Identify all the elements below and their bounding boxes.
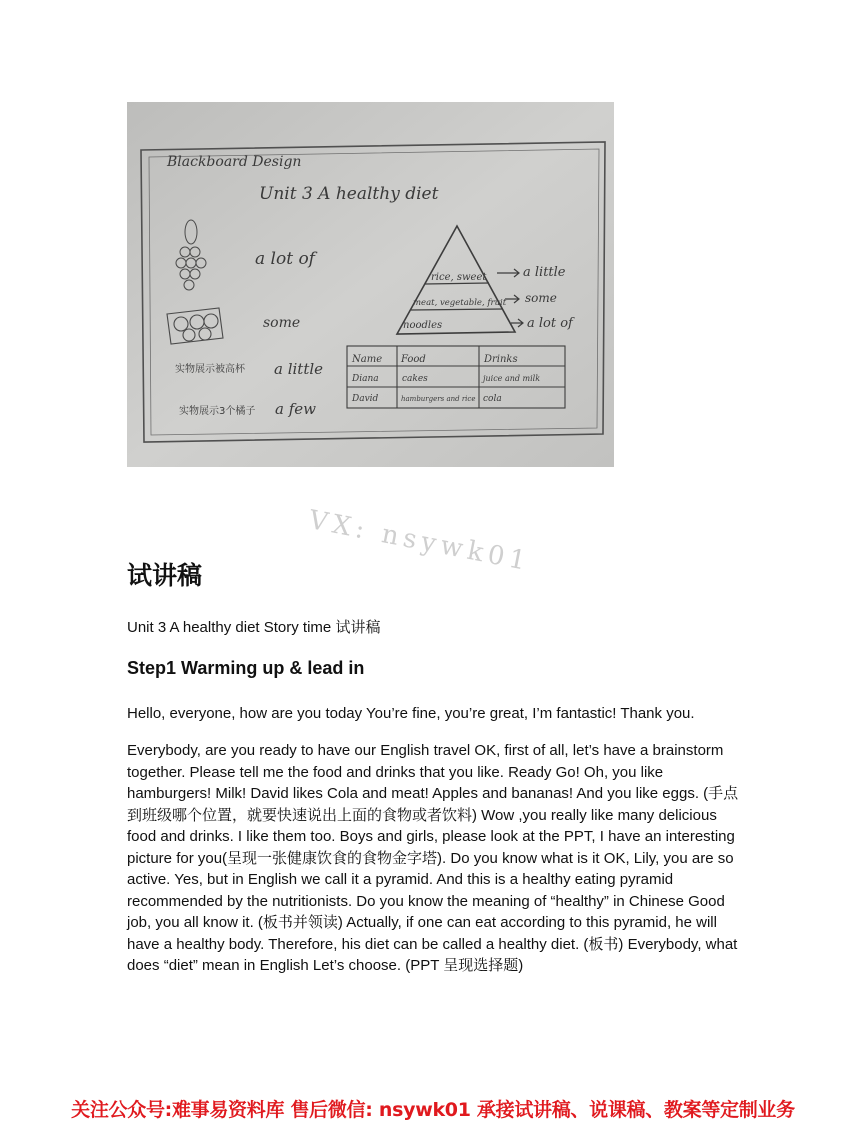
- footer-banner: 关注公众号:难事易资料库 售后微信: nsywk01 承接试讲稿、说课稿、教案等定制业务: [71, 1099, 795, 1121]
- table-header-name: Name: [352, 354, 383, 365]
- word-a-lot-of: a lot of: [255, 249, 315, 269]
- word-a-little: a little: [274, 360, 324, 378]
- page-title: 试讲稿: [127, 561, 203, 590]
- table-cell: hamburgers and rice: [401, 395, 476, 403]
- table-cell: cola: [483, 394, 502, 404]
- blackboard-design-photo: [127, 102, 614, 467]
- table-cell: cakes: [402, 374, 428, 384]
- pyramid-level-bottom: noodles: [403, 320, 443, 331]
- table-cell: Diana: [352, 374, 379, 384]
- table-cell: juice and milk: [483, 374, 541, 383]
- word-some: some: [263, 315, 301, 331]
- table-header-drinks: Drinks: [484, 354, 518, 365]
- pyramid-level-top: rice, sweet: [431, 272, 487, 283]
- note-cups: 实物展示被高杯: [175, 364, 245, 375]
- word-a-few: a few: [275, 400, 316, 418]
- paragraph: Everybody, are you ready to have our English travel OK, first of all, let’s have a brainstorm together. Please tell me the food and drinks that you like. Ready Go! Oh, you like hamburgers! Milk! David likes Cola and meat! Apples and bananas! And you like eggs. (手点到班级哪个位置，就要快速说出上面的食物或者饮料) Wow ,you really like many delicious food and drinks. I like them too. Boys and girls, please look at the PPT, I have an interesting picture for you(呈现一张健康饮食的食物金字塔). Do you know what is it OK, Lily, you are so active. Yes, but in English we call it a pyramid. And this is a healthy eating pyramid recommended by the nutritionists. Do you know the meaning of “healthy” in Chinese Good job, you all know it. (板书并领读) Actually, if one can eat according to this pyramid, he will have a healthy body. Therefore, his diet can be called a healthy diet. (板书) Everybody, what does “diet” mean in English Let’s choose. (PPT 呈现选择题): [127, 742, 739, 974]
- board-title: Unit 3 A healthy diet: [259, 184, 439, 204]
- pyramid-amount-middle: some: [525, 291, 557, 305]
- watermark: VX: nsywk01: [306, 505, 534, 578]
- pyramid-level-middle: meat, vegetable, fruit: [413, 298, 507, 308]
- paragraph: Hello, everyone, how are you today You’re fine, you’re great, I’m fantastic! Thank you.: [127, 705, 695, 722]
- table-cell: David: [352, 394, 379, 404]
- note-oranges: 实物展示3个橘子: [179, 406, 256, 417]
- pyramid-amount-bottom: a lot of: [527, 316, 573, 331]
- board-label: Blackboard Design: [167, 154, 302, 170]
- table-header-food: Food: [401, 354, 426, 365]
- blackboard-sketch: [127, 102, 614, 467]
- step-heading: Step1 Warming up & lead in: [127, 658, 365, 678]
- document-subtitle: Unit 3 A healthy diet Story time 试讲稿: [127, 619, 381, 636]
- pyramid-amount-top: a little: [523, 265, 566, 280]
